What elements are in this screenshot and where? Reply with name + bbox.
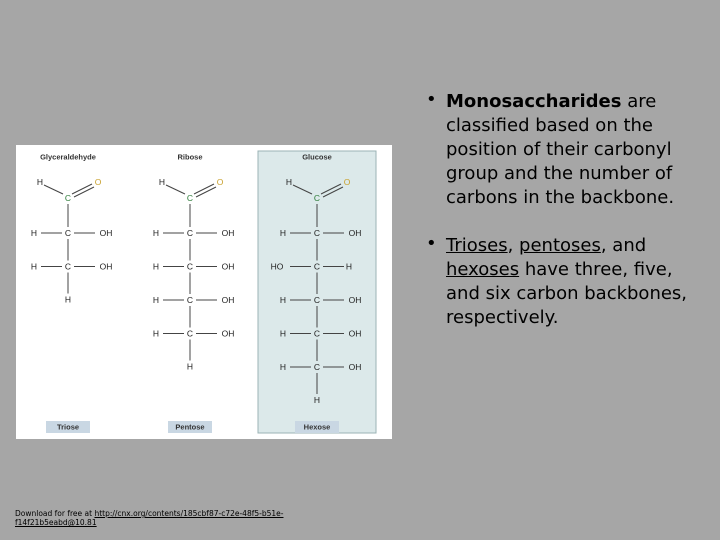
left-substituent: H — [279, 328, 287, 339]
aldehyde-hydrogen: H — [36, 177, 44, 187]
left-substituent: H — [152, 261, 160, 272]
backbone-carbon: C — [186, 295, 194, 305]
term-monosaccharides: Monosaccharides — [446, 91, 622, 112]
terminal-hydrogen: H — [186, 361, 194, 372]
carbonyl-oxygen: O — [94, 177, 102, 187]
right-substituent: OH — [221, 328, 235, 339]
right-substituent: H — [345, 261, 353, 272]
backbone-carbon: C — [313, 328, 321, 339]
carbonyl-carbon: C — [64, 193, 72, 203]
left-substituent: H — [152, 328, 160, 339]
backbone-carbon: C — [64, 228, 72, 238]
aldehyde-h-bond — [166, 185, 185, 194]
structures-diagram — [16, 145, 392, 439]
left-substituent: H — [30, 261, 38, 272]
right-substituent: OH — [221, 295, 235, 305]
left-substituent: H — [152, 295, 160, 305]
terminal-hydrogen: H — [313, 395, 321, 405]
backbone-carbon: C — [313, 261, 321, 272]
aldehyde-h-bond — [44, 185, 63, 194]
bullet-monosaccharides — [426, 90, 712, 210]
column-title: Glucose — [302, 152, 332, 162]
aldehyde-hydrogen: H — [285, 177, 293, 187]
right-substituent: OH — [348, 228, 362, 238]
credit-link[interactable]: http://cnx.org/contents/185cbf87-c72e-48f5-b51e-f14f21b5eabd@10.81 — [15, 509, 284, 527]
left-substituent: H — [279, 295, 287, 305]
right-substituent: OH — [221, 261, 235, 272]
aldehyde-hydrogen: H — [158, 177, 166, 187]
column-title: Ribose — [177, 152, 203, 162]
backbone-carbon: C — [186, 228, 194, 238]
right-substituent: OH — [348, 295, 362, 305]
right-substituent: OH — [348, 328, 362, 339]
carbonyl-oxygen: O — [343, 177, 351, 187]
monosaccharide-structures-figure — [16, 145, 392, 439]
term-hexoses: hexoses — [446, 259, 520, 280]
bullet-dot: • — [426, 233, 437, 254]
left-substituent: H — [152, 228, 160, 238]
bullet-2-sep-1: , — [507, 235, 520, 256]
carbonyl-carbon: C — [313, 193, 321, 203]
bullet-trioses — [426, 234, 712, 330]
bullet-2-sep-2: , and — [600, 235, 647, 256]
backbone-carbon: C — [313, 228, 321, 238]
carbonyl-oxygen: O — [216, 177, 224, 187]
terminal-hydrogen: H — [64, 294, 72, 305]
footer-label: Pentose — [175, 422, 205, 432]
backbone-carbon: C — [186, 261, 194, 272]
credit-prefix: Download for free at — [15, 509, 95, 518]
term-pentoses: pentoses — [519, 235, 601, 256]
bullet-1-text: are classified based on the position of their carbonyl group and the number of carbons in the backbone. — [446, 91, 675, 208]
term-trioses: Trioses — [446, 235, 508, 256]
right-substituent: OH — [221, 228, 235, 238]
bullet-2-text: have three, five, and six carbon backbones, respectively. — [446, 259, 688, 328]
left-substituent: H — [30, 228, 38, 238]
column-title: Glyceraldehyde — [40, 152, 96, 162]
left-substituent: HO — [270, 261, 284, 272]
carbonyl-carbon: C — [186, 193, 194, 203]
left-substituent: H — [279, 362, 287, 372]
footer-label: Triose — [56, 422, 80, 432]
bullet-dot: • — [426, 89, 437, 110]
backbone-carbon: C — [313, 362, 321, 372]
backbone-carbon: C — [64, 261, 72, 272]
download-credit — [15, 509, 295, 527]
bullet-list — [426, 90, 712, 354]
backbone-carbon: C — [186, 328, 194, 339]
right-substituent: OH — [348, 362, 362, 372]
right-substituent: OH — [99, 261, 113, 272]
left-substituent: H — [279, 228, 287, 238]
right-substituent: OH — [99, 228, 113, 238]
footer-label: Hexose — [303, 422, 331, 432]
backbone-carbon: C — [313, 295, 321, 305]
